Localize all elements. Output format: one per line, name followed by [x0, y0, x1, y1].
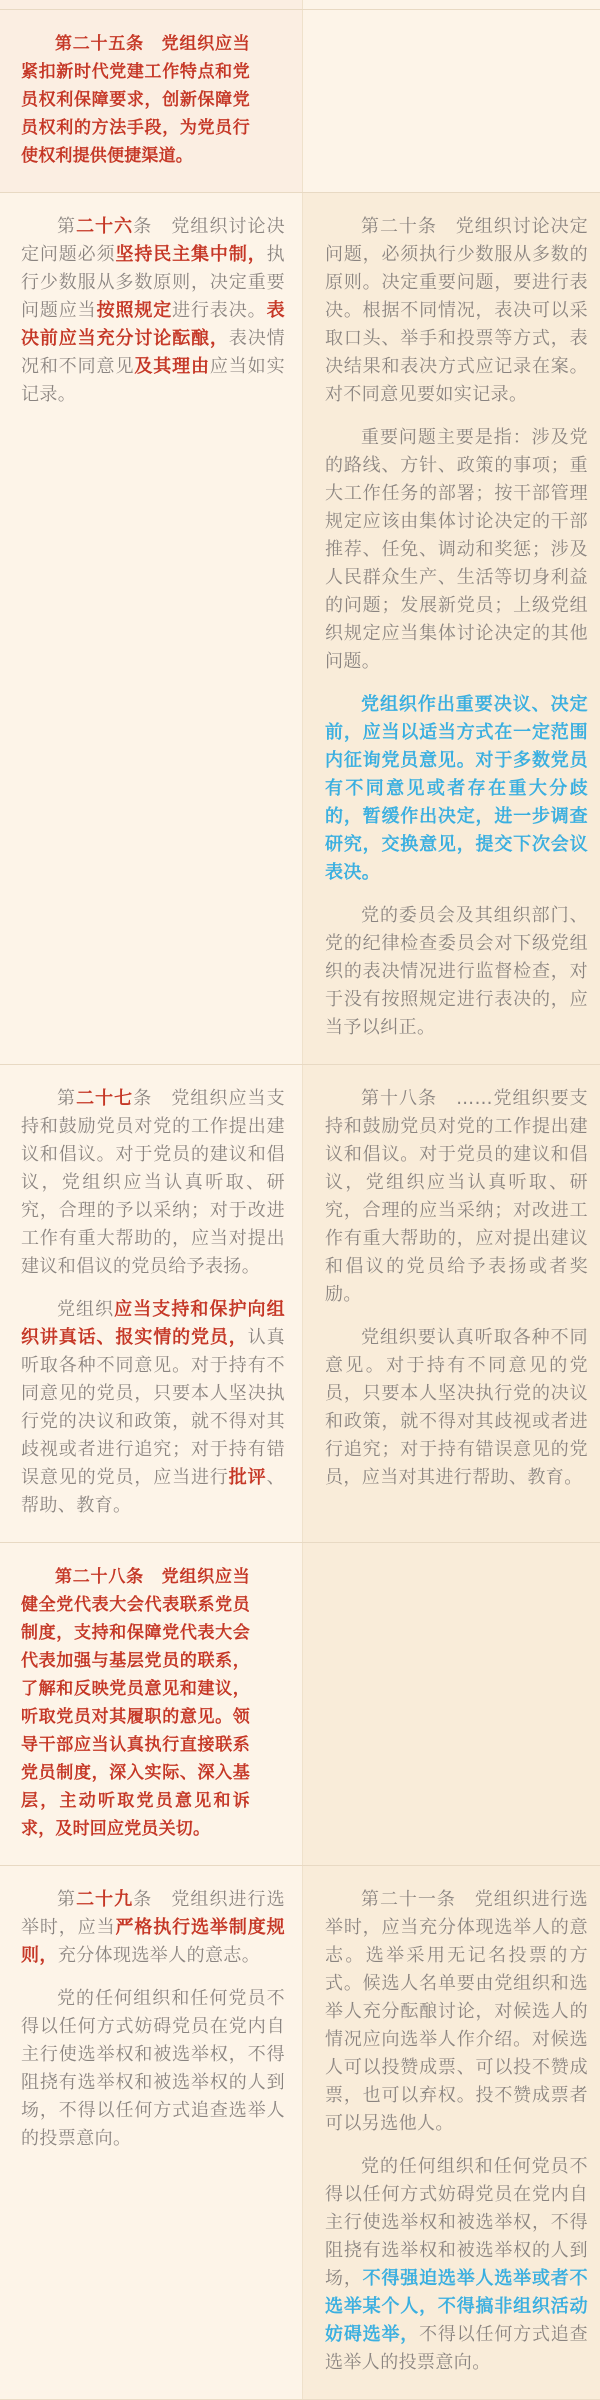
- text-run: 党的任何组织和任何党员不得以任何方式妨碍党员在党内自主行使选举权和被选举权，不得阻挠有选举权和被选举权的人到场，: [325, 2156, 588, 2289]
- text-run: 党组织: [57, 1299, 115, 1320]
- text-run: 二十九: [76, 1889, 134, 1910]
- text-run: 第十八条 ……党组织要支持和鼓励党员对党的工作提出建议和倡议。对于党员的建议和倡议，党组织应当认真听取、研究，合理的应当采纳；对改进工作有重大帮助的，应对提出建议和倡议的党员给予表扬或者奖励。: [325, 1088, 588, 1305]
- text-run: 党的委员会及其组织部门、党的纪律检查委员会对下级党组织的表决情况进行监督检查，对于没有按照规定进行表决的，应当予以纠正。: [325, 905, 588, 1038]
- article-row-28: [0, 1542, 600, 1865]
- paragraph: [325, 691, 588, 887]
- text-run: 第: [57, 1889, 77, 1910]
- paragraph: [325, 1085, 588, 1309]
- paragraph: [21, 1985, 285, 2153]
- text-run: 表决前应当充分讨论酝酿，: [21, 300, 285, 349]
- article-row-25: [0, 9, 600, 192]
- paragraph: [21, 30, 250, 170]
- text-run: 条 党组织应当支持和鼓励党员对党的工作提出建议和倡议。对于党员的建议和倡议，党组织应当认真听取、研究，合理的予以采纳；对于改进工作有重大帮助的，应当对提出建议和倡议的党员给予表扬。: [21, 1088, 286, 1277]
- article-row-26-vs-20: [0, 192, 600, 1064]
- text-run: 按照规定: [96, 300, 173, 321]
- paragraph: [21, 1296, 285, 1520]
- old-version-cell-18: [302, 1065, 600, 1542]
- text-run: 应当如实记录。: [21, 356, 285, 405]
- old-version-cell-empty-25: [302, 10, 600, 192]
- text-run: 不得强迫选举人选举或者不选举某个人，不得搞非组织活动妨碍选举，: [325, 2268, 588, 2345]
- paragraph: [21, 1085, 285, 1281]
- new-version-cell-28: [0, 1543, 302, 1865]
- text-run: 坚持民主集中制，: [115, 244, 267, 265]
- new-version-cell-29: [0, 1866, 302, 2399]
- text-run: 重要问题主要是指：涉及党的路线、方针、政策的事项；重大工作任务的部署；按干部管理规定应该由集体讨论决定的干部推荐、任免、调动和奖惩；涉及人民群众生产、生活等切身利益的问题；发展新党员；上级党组织规定应当集体讨论决定的其他问题。: [325, 427, 588, 672]
- text-run: 条 党组织进行选举时，应当: [21, 1889, 286, 1938]
- text-run: 及其理由: [134, 356, 210, 377]
- text-run: 第: [57, 216, 77, 237]
- text-run: 二十六: [76, 216, 134, 237]
- new-version-cell-27: [0, 1065, 302, 1542]
- text-run: 第: [57, 1088, 77, 1109]
- text-run: 二十七: [76, 1088, 134, 1109]
- paragraph: [325, 902, 588, 1042]
- paragraph: [21, 213, 285, 409]
- text-run: 执行少数服从多数原则，决定重要问题应当: [21, 244, 286, 321]
- paragraph: [325, 424, 588, 676]
- paragraph: [325, 2153, 588, 2377]
- text-run: 进行表决。: [172, 300, 267, 321]
- text-run: 批评: [228, 1467, 267, 1488]
- article-row-29-vs-21: [0, 1865, 600, 2399]
- top-strip-left: [0, 0, 302, 9]
- text-run: 第二十条 党组织讨论决定问题，必须执行少数服从多数的原则。决定重要问题，要进行表决。根据不同情况，表决可以采取口头、举手和投票等方式，表决结果和表决方式应记录在案。对不同意见要如实记录。: [325, 216, 588, 405]
- paragraph: [21, 1886, 285, 1970]
- text-run: 党组织作出重要决议、决定前，应当以适当方式在一定范围内征询党员意见。对于多数党员有不同意见或者存在重大分歧的，暂缓作出决定，进一步调查研究，交换意见，提交下次会议表决。: [325, 694, 588, 883]
- old-version-cell-20: [302, 193, 600, 1064]
- old-version-cell-21: [302, 1866, 600, 2399]
- text-run: 、帮助、教育。: [21, 1467, 285, 1516]
- new-version-cell-26: [0, 193, 302, 1064]
- text-run: 条 党组织讨论决定问题必须: [21, 216, 286, 265]
- text-run: 应当支持和保护向组织讲真话、报实情的党员，: [21, 1299, 285, 1348]
- paragraph: [325, 213, 588, 409]
- text-run: 党组织要认真听取各种不同意见。对于持有不同意见的党员，只要本人坚决执行党的决议和政策，就不得对其歧视或者进行追究；对于持有错误意见的党员，应当对其进行帮助、教育。: [325, 1327, 588, 1488]
- text-run: 表决情况和不同意见: [21, 328, 285, 377]
- paragraph: [21, 1563, 250, 1843]
- text-run: 第二十五条 党组织应当紧扣新时代党建工作特点和党员权利保障要求，创新保障党员权利的方法手段，为党员行使权利提供便捷渠道。: [21, 34, 250, 166]
- old-version-cell-empty-28: [302, 1543, 600, 1865]
- text-run: 第二十八条 党组织应当健全党代表大会代表联系党员制度，支持和保障党代表大会代表加强与基层党员的联系，了解和反映党员意见和建议，听取党员对其履职的意见。领导干部应当认真执行直接联系党员制度，深入实际、深入基层，主动听取党员意见和诉求，及时回应党员关切。: [21, 1567, 250, 1839]
- paragraph: [325, 1886, 588, 2138]
- text-run: 党的任何组织和任何党员不得以任何方式妨碍党员在党内自主行使选举权和被选举权，不得阻挠有选举权和被选举权的人到场，不得以任何方式追查选举人的投票意向。: [21, 1988, 285, 2149]
- article-row-27-vs-18: [0, 1064, 600, 1542]
- text-run: 严格执行选举制度规则，: [21, 1917, 286, 1966]
- new-version-cell-25: [0, 10, 302, 192]
- text-run: 不得以任何方式追查选举人的投票意向。: [325, 2324, 588, 2373]
- text-run: 第二十一条 党组织进行选举时，应当充分体现选举人的意志。选举采用无记名投票的方式。候选人名单要由党组织和选举人充分酝酿讨论，对候选人的情况应向选举人作介绍。对候选人可以投赞成票、可以投不赞成票，也可以弃权。投不赞成票者可以另选他人。: [325, 1889, 588, 2134]
- top-strip: [0, 0, 600, 9]
- text-run: 充分体现选举人的意志。: [57, 1945, 261, 1966]
- text-run: 认真听取各种不同意见。对于持有不同意见的党员，只要本人坚决执行党的决议和政策，就不得对其歧视或者进行追究；对于持有错误意见的党员，应当进行: [21, 1327, 285, 1488]
- top-strip-right: [302, 0, 600, 9]
- paragraph: [325, 1324, 588, 1492]
